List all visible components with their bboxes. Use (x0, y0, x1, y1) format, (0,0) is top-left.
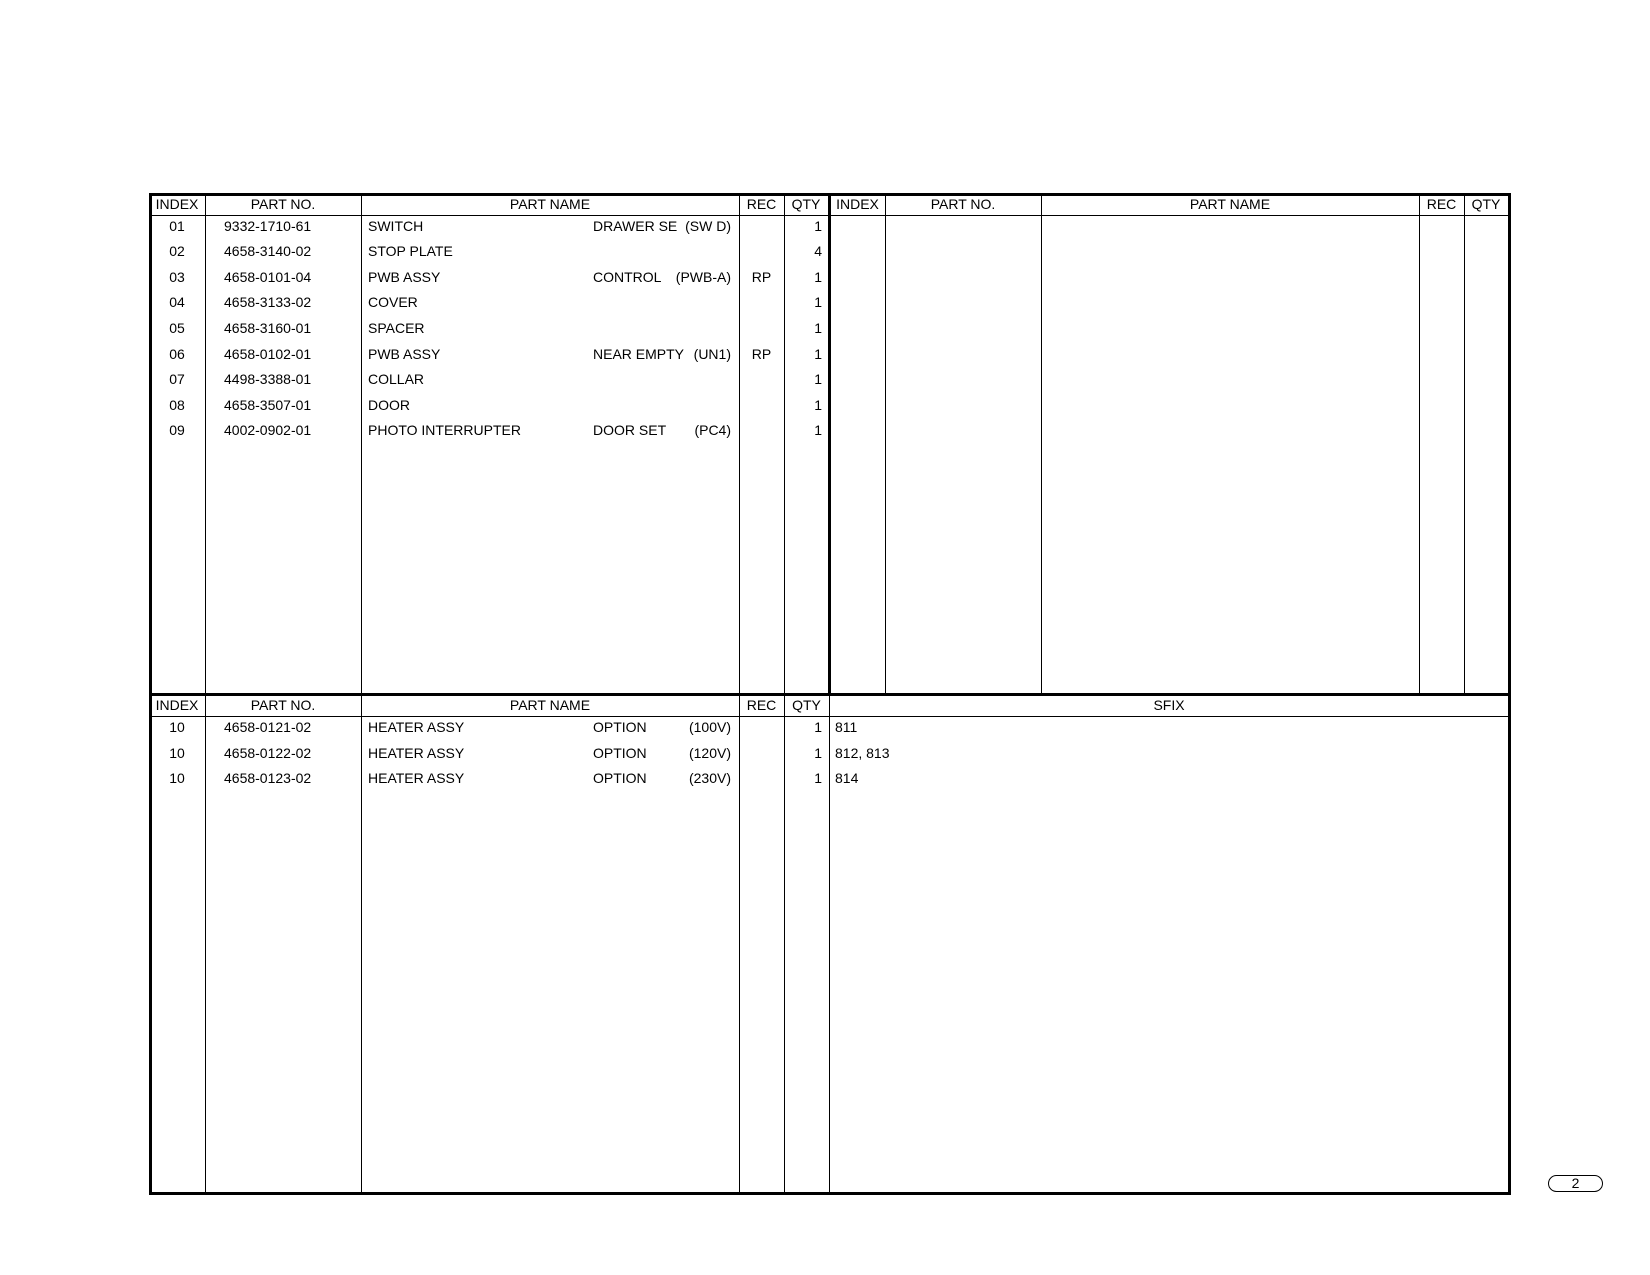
row-index: 10 (169, 719, 185, 735)
row-qty: 1 (814, 218, 822, 234)
row-qty: 1 (814, 294, 822, 310)
row-code: (100V) (688, 719, 731, 735)
header-index: INDEX (155, 697, 199, 713)
row-desc: OPTION (593, 745, 647, 761)
row-part-name: DOOR (368, 397, 410, 413)
row-desc: DOOR SET (593, 422, 667, 438)
page-number: 2 (1548, 1175, 1603, 1192)
header-rec: REC (746, 697, 777, 713)
bottom-col-divider (739, 693, 740, 1195)
row-index: 06 (169, 346, 185, 362)
header-index: INDEX (836, 196, 879, 212)
bottom-header-rule (149, 716, 1511, 717)
row-index: 07 (169, 371, 185, 387)
header-qty: QTY (792, 697, 821, 713)
row-part-name: SPACER (368, 320, 425, 336)
header-part-no: PART NO. (930, 196, 996, 212)
row-index: 03 (169, 269, 185, 285)
bottom-col-divider (205, 693, 206, 1195)
top-col-divider (885, 193, 886, 696)
row-part-no: 4658-3507-01 (224, 397, 312, 413)
top-col-divider (205, 193, 206, 696)
row-index: 10 (169, 770, 185, 786)
row-code: (PC4) (694, 422, 731, 438)
header-part-name: PART NAME (509, 196, 591, 212)
bottom-col-divider (829, 693, 830, 1195)
row-qty: 4 (814, 243, 822, 259)
row-qty: 1 (814, 719, 822, 735)
row-part-no: 4658-3133-02 (224, 294, 312, 310)
row-qty: 1 (814, 397, 822, 413)
row-part-no: 4498-3388-01 (224, 371, 312, 387)
row-index: 10 (169, 745, 185, 761)
row-rec: RP (751, 269, 772, 285)
row-part-name: PHOTO INTERRUPTER (368, 422, 521, 438)
row-desc: NEAR EMPTY (593, 346, 685, 362)
header-part-no: PART NO. (250, 196, 316, 212)
row-index: 05 (169, 320, 185, 336)
header-qty: QTY (1471, 196, 1501, 212)
header-index: INDEX (155, 196, 199, 212)
row-desc: CONTROL (593, 269, 662, 285)
row-qty: 1 (814, 371, 822, 387)
row-code: (120V) (688, 745, 731, 761)
row-code: (PWB-A) (675, 269, 731, 285)
row-code: (230V) (688, 770, 731, 786)
row-part-name: PWB ASSY (368, 346, 441, 362)
row-index: 04 (169, 294, 185, 310)
row-sfix: 812, 813 (835, 745, 890, 761)
row-part-name: COVER (368, 294, 418, 310)
row-qty: 1 (814, 320, 822, 336)
row-part-no: 9332-1710-61 (224, 218, 312, 234)
bottom-col-divider (784, 693, 785, 1195)
row-part-no: 4658-3160-01 (224, 320, 312, 336)
top-col-divider (1419, 193, 1420, 696)
row-part-no: 4658-0101-04 (224, 269, 312, 285)
row-part-name: HEATER ASSY (368, 719, 465, 735)
bottom-parts-frame (149, 693, 1511, 1195)
row-part-name: HEATER ASSY (368, 745, 465, 761)
row-index: 02 (169, 243, 185, 259)
header-part-no: PART NO. (250, 697, 316, 713)
row-part-name: SWITCH (368, 218, 424, 234)
row-part-no: 4658-0102-01 (224, 346, 312, 362)
header-sfix: SFIX (1153, 697, 1185, 713)
row-qty: 1 (814, 745, 822, 761)
row-part-no: 4658-0121-02 (224, 719, 312, 735)
top-col-divider (1041, 193, 1042, 696)
header-part-name: PART NAME (509, 697, 591, 713)
row-part-no: 4658-3140-02 (224, 243, 312, 259)
row-part-name: COLLAR (368, 371, 425, 387)
header-part-name: PART NAME (1189, 196, 1271, 212)
row-qty: 1 (814, 422, 822, 438)
row-desc: DRAWER SE (593, 218, 678, 234)
row-rec: RP (751, 346, 772, 362)
row-code: (SW D) (685, 218, 731, 234)
header-rec: REC (746, 196, 777, 212)
top-col-divider (1464, 193, 1465, 696)
row-part-name: HEATER ASSY (368, 770, 465, 786)
row-index: 08 (169, 397, 185, 413)
row-part-no: 4002-0902-01 (224, 422, 312, 438)
row-qty: 1 (814, 770, 822, 786)
row-part-no: 4658-0123-02 (224, 770, 312, 786)
top-col-divider (361, 193, 362, 696)
row-desc: OPTION (593, 770, 647, 786)
row-qty: 1 (814, 346, 822, 362)
bottom-col-divider (361, 693, 362, 1195)
row-code: (UN1) (693, 346, 731, 362)
header-rec: REC (1426, 196, 1457, 212)
top-center-divider (828, 193, 831, 696)
row-qty: 1 (814, 269, 822, 285)
row-desc: OPTION (593, 719, 647, 735)
row-sfix: 811 (835, 719, 858, 735)
row-index: 01 (169, 218, 185, 234)
row-sfix: 814 (835, 770, 859, 786)
row-part-no: 4658-0122-02 (224, 745, 312, 761)
row-part-name: STOP PLATE (368, 243, 453, 259)
row-part-name: PWB ASSY (368, 269, 441, 285)
header-qty: QTY (791, 196, 821, 212)
row-index: 09 (169, 422, 185, 438)
